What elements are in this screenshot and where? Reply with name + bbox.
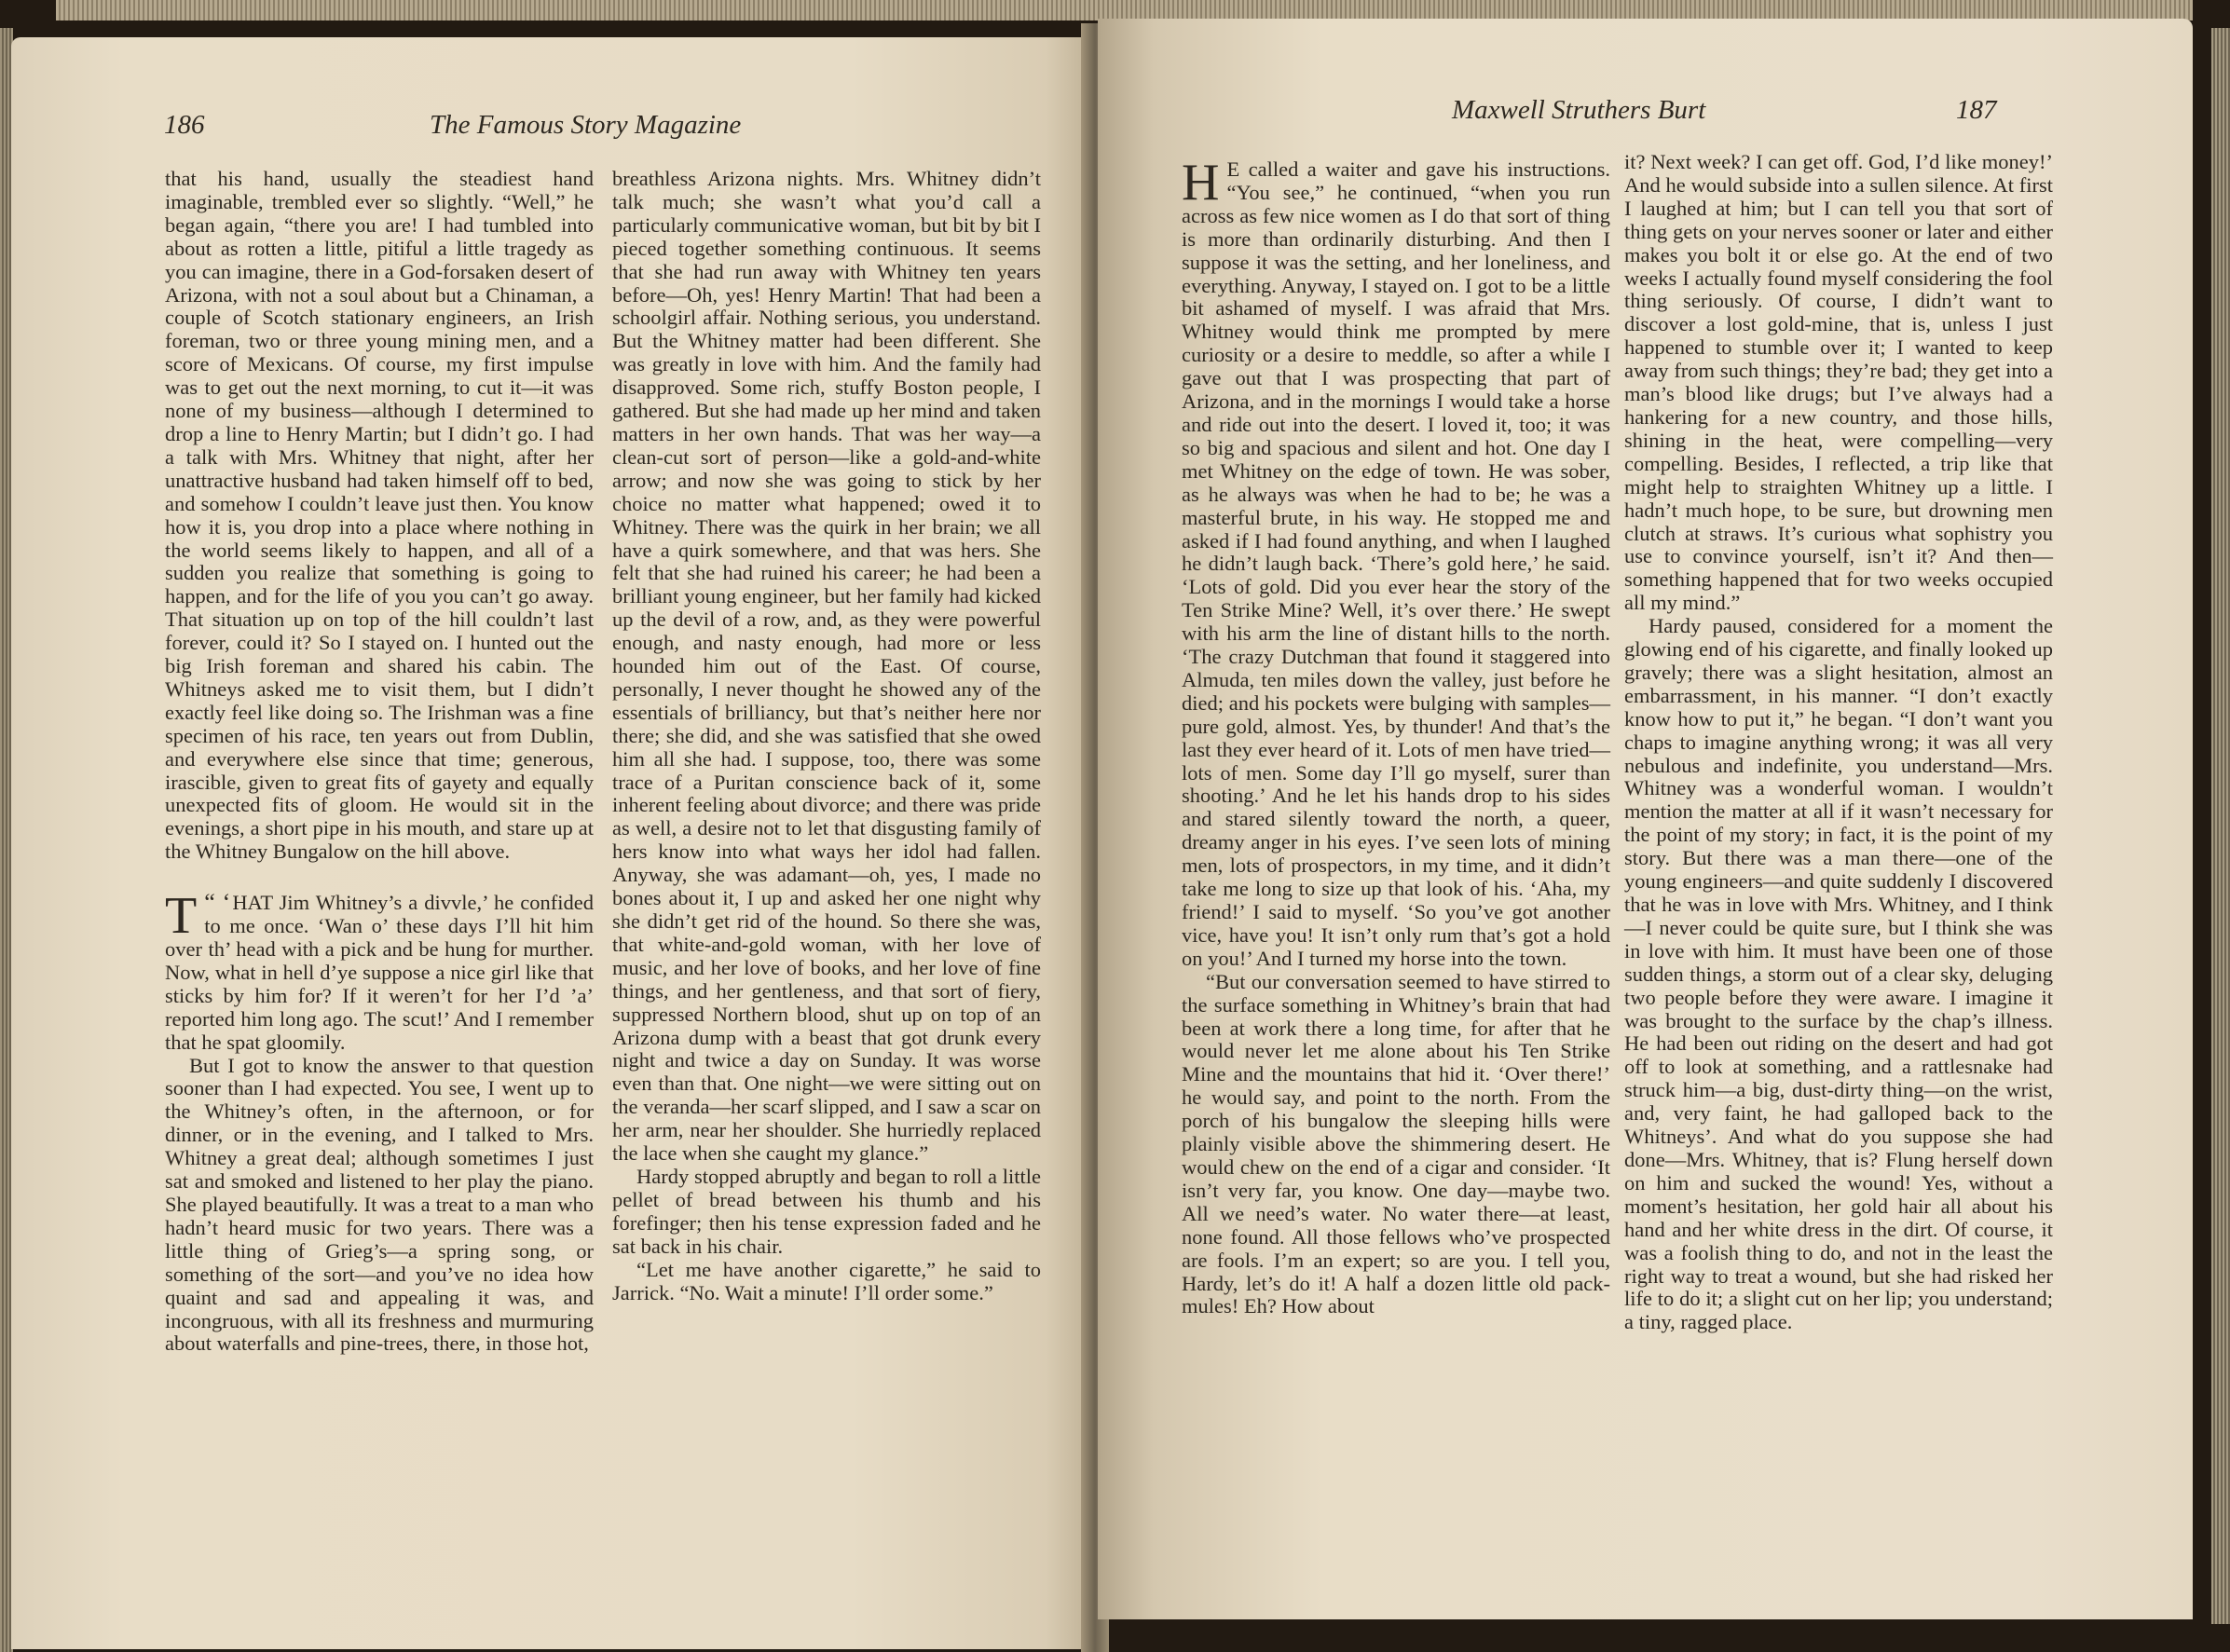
left-running-title: The Famous Story Magazine [430,110,742,140]
section-dropcap: T [165,887,198,946]
paragraph: But I got to know the answer to that question sooner than I had expected. You see, I went up to the Whitney’s often, in the afternoon, or for dinner, or in the evening, and I talked to Mrs. Whitney a great deal; although sometimes I just sat and smoked and listened to her play the piano. She played beautifully. It was a treat to a man who hadn’t heard music for two years. There was a little thing of Grieg’s—a spring song, or something of the sort—and you’ve no idea how quaint and sad and appealing it was, and incongruous, with all its freshness and murmuring about waterfalls and pine-trees, there, in those hot, [165,1053,594,1356]
page-edges-top [56,0,2193,20]
left-column-2 [612,168,1041,1304]
right-page-number: 187 [1956,95,1997,125]
section-text: HAT Jim Whitney’s a divvle,’ he confided to me once. ‘Wan o’ these days I’ll hit him over th’ head with a pick and be hung for murther. Now, what in hell d’ye suppose a nice girl like that sticks by him for? If it weren’t for her I’d ’a’ reported him long ago. The scut!’ And I remember that he spat gloomily. [165,891,594,1054]
paragraph: “But our conversation seemed to have stirred to the surface something in Whitney’s brain that had been at work there a long time, for after that he would never let me alone about his Ten Strike Mine and the mountains that hid it. ‘Over there!’ he would say, and point to the north. From the porch of his bungalow the sleeping hills were plainly visible above the shimmering desert. He would chew on the end of a cigar and consider. ‘It isn’t very far, you know. One day—maybe two. All we need’s water. No water there—at least, none found. All those fellows who’ve prospected are fools. I’m an expert; so are you. I tell you, Hardy, let’s do it! A half a dozen little old pack-mules! Eh? How about [1182,969,1610,1318]
opening-text: E called a waiter and gave his instructions. “You see,” he continued, “when you run across as few nice women as I do that sort of thing is more than ordinarily disturbing. And then I suppose it was the setting, and her loneliness, and everything. Anyway, I stayed on. I got to be a little bit ashamed of myself. I was afraid that Mrs. Whitney would think me prompted by mere curiosity or a desire to meddle, so after a while I gave out that I was prospecting that part of Arizona, and in the mornings I would take a horse and ride out into the desert. I loved it, too; it was so big and spacious and silent and hot. One day I met Whitney on the edge of town. He was sober, as he always was when he had to be; he was a masterful brute, in his way. He stopped me and asked if I had found anything, and when I laughed he didn’t laugh back. ‘There’s gold here,’ he said. ‘Lots of gold. Did you ever hear the story of the Ten Strike Mine? Well, it’s over there.’ He swept with his arm the line of distant hills to the north. ‘The crazy Dutchman that found it staggered into Almuda, ten miles down the valley, just before he died; and his pockets were bulging with samples—pure gold, almost. Yes, by thunder! And that’s the last they ever heard of it. Lots of men have tried—lots of men. Some day I’ll go myself, surer than shooting.’ And he let his hands drop to his sides and stared silently toward the north, a queer, dreamy anger in his eyes. I’ve seen lots of mining men, lots of prospectors, in my time, and it didn’t take me long to size up that look of his. ‘Aha, my friend!’ I said to myself. ‘So you’ve got another vice, have you! It isn’t only rum that’s got a hold on you!’ And I turned my horse into the town. [1182,157,1610,970]
left-column-1 [165,168,594,1356]
left-page [11,37,1092,1649]
page-edges-right [2211,28,2230,1624]
section-quote-mark: “ ‘ [204,889,231,917]
paragraph: that his hand, usually the steadiest hand imaginable, trembled ever so slightly. “Well,” he began again, “there you are! I had tumbled into about as rotten a little, pitiful a little tragedy as you can imagine, there in a God-forsaken desert of Arizona, with not a soul about but a Chinaman, a couple of Scotch stationary engineers, an Irish foreman, two or three young mining men, and a score of Mexicans. Of course, my first impulse was to get out the next morning, to cut it—it was none of my business—although I determined to drop a line to Henry Martin; but I didn’t go. I had a talk with Mrs. Whitney that night, after her unattractive husband had taken himself off to bed, and somehow I couldn’t leave just then. You know how it is, you drop into a place where nothing in the world seems likely to happen, and all of a sudden you realize that something is going to happen, and for the life of you you can’t go away. That situation up on top of the hill couldn’t last forever, could it? So I stayed on. I hunted out the big Irish foreman and shared his cabin. The Whitneys asked me to visit them, but I didn’t exactly feel like doing so. The Irishman was a fine specimen of his race, ten years out from Dublin, and everywhere else since that time; generous, irascible, given to great fits of gayety and equally unexpected fits of gloom. He would sit in the evenings, a short pipe in his mouth, and stare up at the Whitney Bungalow on the hill above. [165,167,594,864]
right-running-title: Maxwell Struthers Burt [1452,95,1706,125]
right-page [1098,19,2193,1619]
right-column-2 [1624,151,2053,1334]
left-page-number: 186 [164,110,205,140]
paragraph: it? Next week? I can get off. God, I’d like money!’ And he would subside into a sullen silence. At first I laughed at him; but I can tell you that sort of thing gets on your nerves sooner or later and either makes you bolt it or else go. At the end of two weeks I actually found myself considering the fool thing seriously. Of course, I didn’t want to discover a lost gold-mine, that is, unless I just happened to stumble over it; I wanted to keep away from such things; they’re bad; they get into a man’s blood like drugs; but I’ve always had a hankering for a new country, and those hills, shining in the heat, were compelling—very compelling. Besides, I reflected, a trip like that might help to straighten Whitney up a little. I hadn’t much hope, to be sure, but drowning men clutch at straws. It’s curious what sophistry you use to convince yourself, isn’t it? And then—something happened that for two weeks occupied all my mind.” [1624,150,2053,615]
chapter-dropcap: H [1182,154,1220,212]
right-column-1 [1182,154,1610,1318]
section-opening [165,887,594,1054]
paragraph: “Let me have another cigarette,” he said to Jarrick. “No. Wait a minute! I’ll order some.” [612,1257,1041,1304]
paragraph: Hardy stopped abruptly and began to roll a little pellet of bread between his thumb and his forefinger; then his tense expression faded and he sat back in his chair. [612,1164,1041,1258]
chapter-opening [1182,154,1610,971]
paragraph: Hardy paused, considered for a moment the glowing end of his cigarette, and finally looked up gravely; there was a slight hesitation, almost an embarrassment, in his manner. “I don’t exactly know how to put it,” he began. “I don’t want you chaps to imagine anything wrong; it was all very nebulous and indefinite, you understand—Mrs. Whitney was a wonderful woman. I wouldn’t mention the matter at all if it wasn’t necessary for the point of my story; in fact, it is the point of my story. But there was a man there—one of the young engineers—and quite suddenly I discovered that he was in love with Mrs. Whitney, and I think—I never could be quite sure, but I think she was in love with him. It must have been one of those sudden things, a storm out of a clear sky, deluging two people before they were aware. I imagine it was brought to the surface by the chap’s illness. He had been out riding on the desert and had got off to look at something, and a rattlesnake had struck him—a big, dust-dirty thing—on the wrist, and, very faint, he had galloped back to the Whitneys’. And what do you suppose she had done—Mrs. Whitney, that is? Flung herself down on him and sucked the wound! Yes, without a moment’s hesitation, her gold hair all about his hand and her white dress in the dirt. Of course, it was a foolish thing to do, and not in the least the right way to treat a wound, but she had risked her life to do it; a slight cut on her lip; you understand; a tiny, ragged place. [1624,614,2053,1334]
paragraph: breathless Arizona nights. Mrs. Whitney didn’t talk much; she wasn’t what you’d call a particularly communicative woman, but bit by bit I pieced together something continuous. It seems that she had run away with Whitney ten years before—Oh, yes! Henry Martin! That had been a schoolgirl affair. Nothing serious, you understand. But the Whitney matter had been different. She was greatly in love with him. And the family had disapproved. Some rich, stuffy Boston people, I gathered. But she had made up her mind and taken matters in her own hands. That was her way—a clean-cut sort of person—like a gold-and-white arrow; and now she was going to stick by her choice no matter what happened; owed it to Whitney. There was the quirk in her brain; we all have a quirk somewhere, and that was hers. She felt that she had ruined his career; he had been a brilliant young engineer, but her family had kicked up the devil of a row, and, as they were powerful enough, and nasty enough, had more or less hounded him out of the East. Of course, personally, I never thought he showed any of the essentials of brilliancy, but that’s neither here nor there; she did, and she was satisfied that she owed him all she had. I suppose, too, there was some trace of a Puritan conscience back of it, some inherent feeling about divorce; and there was pride as well, a desire not to let that disgusting family of hers know into what ways her idol had fallen. Anyway, she was adamant—oh, yes, I made no bones about it, I up and asked her one night why she didn’t get rid of the hound. So there she was, that white-and-gold woman, with her love of music, and her love of books, and her love of fine things, and her gentleness, and that sort of fiery, suppressed Northern blood, shut up on top of an Arizona dump with a beast that got drunk every night and twice a day on Sunday. It was worse even than that. One night—we were sitting out on the veranda—her scarf slipped, and I saw a scar on her arm, near her shoulder. She hurriedly replaced the lace when she caught my glance.” [612,167,1041,1166]
